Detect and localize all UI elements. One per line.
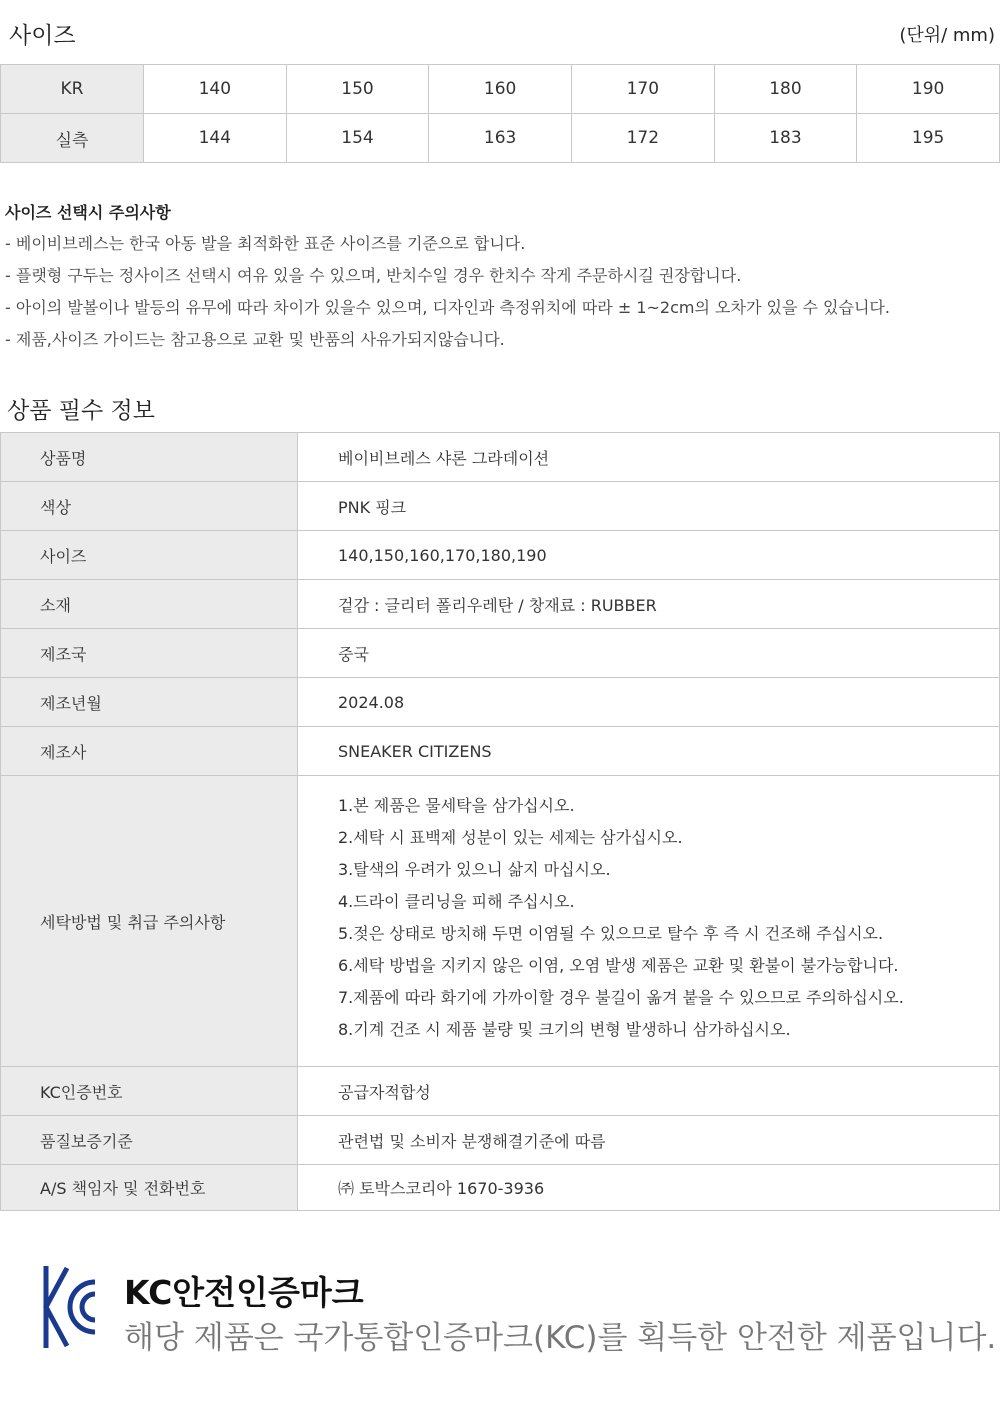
size-row-actual [1, 114, 1000, 163]
size-table [0, 64, 1000, 163]
info-key: 소재 [1, 580, 298, 629]
care-line: 1.본 제품은 물세탁을 삼가십시오. [338, 796, 575, 815]
info-key: 색상 [1, 482, 298, 531]
size-note-line: - 제품,사이즈 가이드는 참고용으로 교환 및 반품의 사유가되지않습니다. [5, 330, 505, 349]
size-cell: 160 [429, 65, 572, 114]
info-key: 품질보증기준 [1, 1116, 298, 1165]
size-note-line: - 베이비브레스는 한국 아동 발을 최적화한 표준 사이즈를 기준으로 합니다. [5, 234, 526, 253]
info-row [1, 727, 1000, 776]
info-row [1, 482, 1000, 531]
size-row-label: 실측 [1, 114, 144, 163]
info-row [1, 1165, 1000, 1211]
info-value: 중국 [298, 629, 1000, 678]
info-row [1, 531, 1000, 580]
info-value: 공급자적합성 [298, 1067, 1000, 1116]
size-cell: 183 [714, 114, 857, 163]
product-info-table [0, 432, 1000, 1211]
size-cell: 154 [286, 114, 429, 163]
care-line: 8.기계 건조 시 제품 불량 및 크기의 변형 발생하니 삼가하십시오. [338, 1020, 791, 1039]
size-cell: 195 [857, 114, 1000, 163]
info-value: 140,150,160,170,180,190 [298, 531, 1000, 580]
size-cell: 172 [571, 114, 714, 163]
kc-mark-logo [43, 1264, 99, 1350]
info-value: 관련법 및 소비자 분쟁해결기준에 따름 [298, 1116, 1000, 1165]
care-line: 6.세탁 방법을 지키지 않은 이염, 오염 발생 제품은 교환 및 환불이 불가능합니다. [338, 956, 899, 975]
size-cell: 170 [571, 65, 714, 114]
info-row [1, 1067, 1000, 1116]
info-row [1, 1116, 1000, 1165]
info-row [1, 580, 1000, 629]
size-cell: 140 [144, 65, 287, 114]
info-key: 세탁방법 및 취급 주의사항 [1, 776, 298, 1067]
care-line: 3.탈색의 우려가 있으니 삶지 마십시오. [338, 860, 611, 879]
size-section-title: 사이즈 [9, 23, 76, 49]
info-row-care [1, 776, 1000, 1067]
size-cell: 163 [429, 114, 572, 163]
care-line: 4.드라이 클리닝을 피해 주십시오. [338, 892, 575, 911]
size-notes-title: 사이즈 선택시 주의사항 [5, 203, 171, 222]
size-note-line: - 아이의 발볼이나 발등의 유무에 따라 차이가 있을수 있으며, 디자인과 측정위치에 따라 ± 1~2cm의 오차가 있을 수 있습니다. [5, 298, 890, 317]
size-row-kr [1, 65, 1000, 114]
info-row [1, 678, 1000, 727]
size-row-label: KR [1, 65, 144, 114]
info-row [1, 629, 1000, 678]
info-key: 제조국 [1, 629, 298, 678]
info-value: 2024.08 [298, 678, 1000, 727]
info-key: 상품명 [1, 433, 298, 482]
info-key: A/S 책임자 및 전화번호 [1, 1165, 298, 1211]
info-value: ㈜ 토박스코리아 1670-3936 [298, 1165, 1000, 1211]
info-key: 제조사 [1, 727, 298, 776]
size-unit-label: (단위/ mm) [899, 25, 995, 46]
info-value: SNEAKER CITIZENS [298, 727, 1000, 776]
care-line: 2.세탁 시 표백제 성분이 있는 세제는 삼가십시오. [338, 828, 683, 847]
care-line: 5.젖은 상태로 방치해 두면 이염될 수 있으므로 탈수 후 즉 시 건조해 주십시오. [338, 924, 884, 943]
kc-title: KC안전인증마크 [124, 1273, 364, 1312]
info-value: 베이비브레스 샤론 그라데이션 [298, 433, 1000, 482]
care-instructions [298, 776, 1000, 1067]
info-key: 사이즈 [1, 531, 298, 580]
kc-description: 해당 제품은 국가통합인증마크(KC)를 획득한 안전한 제품입니다. [124, 1320, 997, 1356]
info-key: 제조년월 [1, 678, 298, 727]
info-row [1, 433, 1000, 482]
size-note-line: - 플랫형 구두는 정사이즈 선택시 여유 있을 수 있으며, 반치수일 경우 한치수 작게 주문하시길 권장합니다. [5, 266, 742, 285]
size-cell: 190 [857, 65, 1000, 114]
info-value: PNK 핑크 [298, 482, 1000, 531]
info-key: KC인증번호 [1, 1067, 298, 1116]
info-value: 겉감 : 글리터 폴리우레탄 / 창재료 : RUBBER [298, 580, 1000, 629]
size-cell: 180 [714, 65, 857, 114]
care-line: 7.제품에 따라 화기에 가까이할 경우 불길이 옮겨 붙을 수 있으므로 주의하십시오. [338, 988, 904, 1007]
size-cell: 144 [144, 114, 287, 163]
product-info-title: 상품 필수 정보 [7, 398, 155, 424]
size-notes [5, 200, 890, 361]
size-cell: 150 [286, 65, 429, 114]
